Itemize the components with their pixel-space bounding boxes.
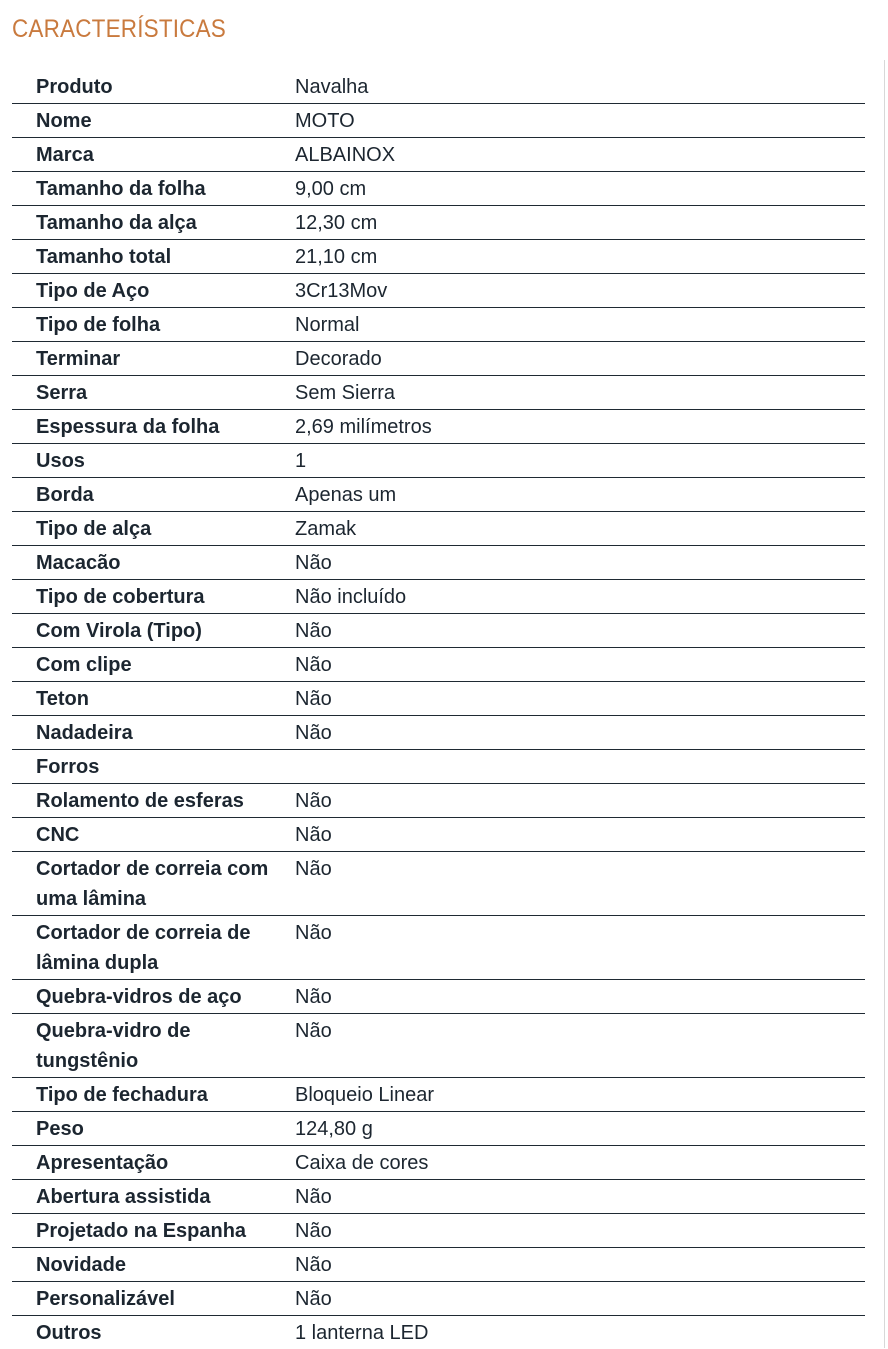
spec-value: Não — [295, 858, 332, 880]
spec-label: Teton — [36, 688, 89, 710]
spec-row — [12, 852, 865, 916]
spec-label: Peso — [36, 1118, 84, 1140]
spec-value: Apenas um — [295, 484, 397, 506]
specifications-table — [12, 70, 865, 1349]
spec-label: Terminar — [36, 348, 121, 370]
spec-row — [12, 648, 865, 682]
spec-label: Quebra-vidro de tungstênio — [36, 1020, 191, 1072]
spec-row — [12, 784, 865, 818]
spec-label: Rolamento de esferas — [36, 790, 244, 812]
spec-value: Zamak — [295, 518, 357, 540]
spec-value: Não — [295, 1186, 332, 1208]
spec-value: Sem Sierra — [295, 382, 396, 404]
spec-row — [12, 750, 865, 784]
spec-value: 3Cr13Mov — [295, 280, 388, 302]
spec-label: Tipo de Aço — [36, 280, 150, 302]
spec-label: Marca — [36, 144, 94, 166]
spec-row — [12, 240, 865, 274]
spec-label: Quebra-vidros de aço — [36, 986, 242, 1008]
spec-label: Forros — [36, 756, 100, 778]
spec-value: Não — [295, 986, 332, 1008]
spec-value: Não — [295, 1288, 332, 1310]
spec-value: Bloqueio Linear — [295, 1084, 434, 1106]
spec-label: Novidade — [36, 1254, 127, 1276]
spec-row — [12, 1282, 865, 1316]
spec-label: Cortador de correia de lâmina dupla — [36, 922, 251, 974]
spec-row — [12, 1014, 865, 1078]
spec-value: Não — [295, 620, 332, 642]
spec-row — [12, 1248, 865, 1282]
spec-label: Tipo de alça — [36, 518, 152, 540]
spec-row — [12, 308, 865, 342]
spec-row — [12, 274, 865, 308]
spec-value: 21,10 cm — [295, 246, 378, 268]
spec-row — [12, 614, 865, 648]
spec-value: 9,00 cm — [295, 178, 367, 200]
spec-row — [12, 376, 865, 410]
spec-label: Nome — [36, 110, 92, 132]
spec-row — [12, 916, 865, 980]
spec-value: 1 lanterna LED — [295, 1322, 429, 1344]
spec-label: Tipo de fechadura — [36, 1084, 208, 1106]
spec-label: Usos — [36, 450, 85, 472]
spec-label: CNC — [36, 824, 80, 846]
spec-row — [12, 546, 865, 580]
spec-value: Não — [295, 1020, 332, 1042]
spec-label: Borda — [36, 484, 94, 506]
spec-value: Não — [295, 1254, 332, 1276]
spec-label: Apresentação — [36, 1152, 169, 1174]
spec-label: Tipo de cobertura — [36, 586, 205, 608]
spec-value: Normal — [295, 314, 360, 336]
spec-value: 12,30 cm — [295, 212, 378, 234]
spec-row — [12, 716, 865, 750]
spec-value: 124,80 g — [295, 1118, 373, 1140]
spec-row — [12, 818, 865, 852]
spec-row — [12, 1214, 865, 1248]
section-title: CARACTERÍSTICAS — [12, 15, 226, 43]
spec-value: Decorado — [295, 348, 382, 370]
spec-row — [12, 444, 865, 478]
spec-row — [12, 682, 865, 716]
spec-value: ALBAINOX — [295, 144, 396, 166]
spec-row — [12, 1112, 865, 1146]
right-edge-divider — [884, 60, 885, 1348]
spec-label: Espessura da folha — [36, 416, 220, 438]
spec-label: Abertura assistida — [36, 1186, 211, 1208]
spec-value: Não — [295, 722, 332, 744]
spec-value: 1 — [295, 450, 307, 472]
spec-row — [12, 980, 865, 1014]
spec-label: Nadadeira — [36, 722, 133, 744]
spec-row — [12, 478, 865, 512]
spec-row — [12, 410, 865, 444]
spec-row — [12, 138, 865, 172]
spec-label: Projetado na Espanha — [36, 1220, 247, 1242]
spec-row — [12, 1078, 865, 1112]
spec-label: Tipo de folha — [36, 314, 161, 336]
spec-value: Caixa de cores — [295, 1152, 429, 1174]
spec-label: Serra — [36, 382, 88, 404]
spec-value: Não — [295, 654, 332, 676]
spec-value: MOTO — [295, 110, 355, 132]
spec-row — [12, 172, 865, 206]
spec-value: Não — [295, 824, 332, 846]
spec-label: Com Virola (Tipo) — [36, 620, 202, 642]
spec-row — [12, 512, 865, 546]
spec-value: Não — [295, 1220, 332, 1242]
spec-label: Produto — [36, 76, 113, 98]
spec-row — [12, 1180, 865, 1214]
spec-value: Navalha — [295, 76, 369, 98]
spec-row — [12, 104, 865, 138]
spec-value: Não — [295, 790, 332, 812]
spec-value — [295, 750, 865, 783]
spec-value: Não — [295, 922, 332, 944]
spec-label: Cortador de correia com uma lâmina — [36, 858, 269, 910]
spec-row — [12, 342, 865, 376]
spec-row — [12, 70, 865, 104]
spec-row — [12, 580, 865, 614]
spec-value: Não incluído — [295, 586, 407, 608]
spec-value: 2,69 milímetros — [295, 416, 432, 438]
spec-row — [12, 206, 865, 240]
spec-label: Tamanho total — [36, 246, 172, 268]
spec-row — [12, 1316, 865, 1349]
spec-row — [12, 1146, 865, 1180]
spec-label: Outros — [36, 1322, 102, 1344]
spec-label: Tamanho da alça — [36, 212, 197, 234]
spec-value: Não — [295, 688, 332, 710]
spec-value: Não — [295, 552, 332, 574]
spec-label: Tamanho da folha — [36, 178, 206, 200]
spec-label: Personalizável — [36, 1288, 175, 1310]
spec-label: Macacão — [36, 552, 121, 574]
spec-label: Com clipe — [36, 654, 132, 676]
